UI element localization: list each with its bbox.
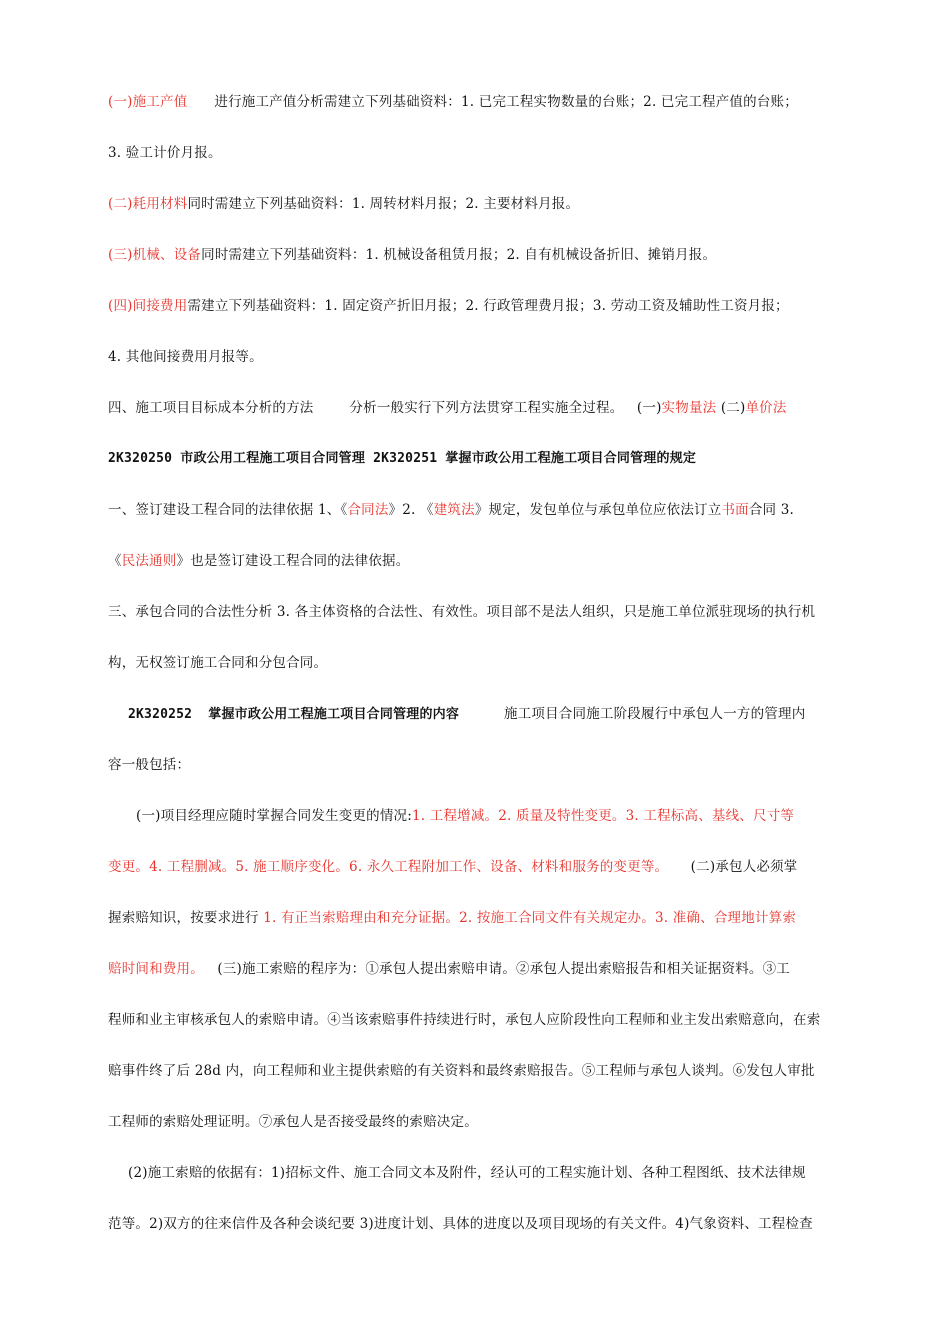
highlighted-text: (三)机械、设备 (108, 247, 202, 263)
body-text: 一、签订建设工程合同的法律依据 1、《 (108, 502, 348, 518)
highlighted-text: (二)耗用材料 (108, 196, 188, 212)
body-text: 施工项目合同施工阶段履行中承包人一方的管理内 (459, 706, 806, 722)
body-text: (二) (716, 400, 746, 416)
highlighted-text: 民法通则 (121, 553, 177, 569)
text-line (108, 449, 696, 469)
body-text: 赔事件终了后 28d 内，向工程师和业主提供索赔的有关资料和最终索赔报告。⑤工程师与承包人谈判。⑥发包人审批 (108, 1063, 815, 1079)
highlighted-text: 1. 工程增减。2. 质量及特性变更。3. 工程标高、基线、尺寸等 (411, 808, 795, 824)
text-line (108, 92, 798, 112)
text-line (108, 194, 579, 214)
text-line (108, 398, 787, 418)
text-line (108, 755, 190, 775)
body-text: 4. 其他间接费用月报等。 (108, 349, 263, 365)
highlighted-text: (一)施工产值 (108, 94, 188, 110)
text-line (108, 857, 798, 877)
highlighted-text: 书面 (721, 502, 749, 518)
body-text: 需建立下列基础资料：1. 固定资产折旧月报；2. 行政管理费月报；3. 劳动工资及辅助性工资月报； (187, 298, 789, 314)
text-line (108, 551, 409, 571)
text-line (108, 347, 263, 367)
text-line (108, 1112, 478, 1132)
highlighted-text: 赔时间和费用。 (108, 961, 204, 977)
text-line (108, 500, 794, 520)
highlighted-text: 实物量法 (661, 400, 717, 416)
body-text: 四、施工项目目标成本分析的方法 分析一般实行下列方法贯穿工程实施全过程。 (一) (108, 400, 662, 416)
body-text: 2K320250 市政公用工程施工项目合同管理 2K320251 掌握市政公用工程施工项目合同管理的规定 (108, 451, 697, 466)
body-text: 程师和业主审核承包人的索赔申请。④当该索赔事件持续进行时，承包人应阶段性向工程师和业主发出索赔意向，在索 (108, 1012, 821, 1028)
body-text: 》2. 《 (388, 502, 434, 518)
text-line (108, 653, 327, 673)
body-text: 2K320252 掌握市政公用工程施工项目合同管理的内容 (128, 707, 460, 722)
highlighted-text: (四)间接费用 (108, 298, 188, 314)
text-line (108, 143, 222, 163)
body-text: 《 (108, 553, 122, 569)
text-line (108, 602, 815, 622)
body-text: 同时需建立下列基础资料：1. 机械设备租赁月报；2. 自有机械设备折旧、摊销月报。 (201, 247, 717, 263)
text-line (108, 959, 790, 979)
highlighted-text: 1. 有正当索赔理由和充分证据。2. 按施工合同文件有关规定办。3. 准确、合理地计算索 (263, 910, 797, 926)
body-text: 三、承包合同的合法性分析 3. 各主体资格的合法性、有效性。项目部不是法人组织，只是施工单位派驻现场的执行机 (108, 604, 816, 620)
text-line (128, 704, 805, 725)
body-text: 容一般包括： (108, 757, 191, 773)
text-line (108, 296, 789, 316)
body-text: 》规定，发包单位与承包单位应依法订立 (474, 502, 722, 518)
text-line (108, 1214, 813, 1234)
highlighted-text: 变更。4. 工程删减。5. 施工顺序变化。6. 永久工程附加工作、设备、材料和服务的变更等。 (108, 859, 669, 875)
body-text: 范等。2)双方的往来信件及各种会谈纪要 3)进度计划、具体的进度以及项目现场的有关文件。4)气象资料、工程检查 (108, 1216, 813, 1232)
body-text: 工程师的索赔处理证明。⑦承包人是否接受最终的索赔决定。 (108, 1114, 478, 1130)
highlighted-text: 单价法 (745, 400, 787, 416)
body-text: (二)承包人必须掌 (668, 859, 798, 875)
highlighted-text: 合同法 (347, 502, 389, 518)
text-line (136, 806, 794, 826)
text-line (108, 908, 796, 928)
text-line (108, 1061, 815, 1081)
body-text: (三)施工索赔的程序为：①承包人提出索赔申请。②承包人提出索赔报告和相关证据资料。③工 (203, 961, 791, 977)
highlighted-text: 建筑法 (433, 502, 475, 518)
body-text: 同时需建立下列基础资料：1. 周转材料月报；2. 主要材料月报。 (187, 196, 580, 212)
body-text: 3. 验工计价月报。 (108, 145, 222, 161)
body-text: 合同 3. (748, 502, 795, 518)
body-text: 进行施工产值分析需建立下列基础资料：1. 已完工程实物数量的台账；2. 已完工程产值的台账； (187, 94, 798, 110)
body-text: (2)施工索赔的依据有：1)招标文件、施工合同文本及附件，经认可的工程实施计划、各种工程图纸、技术法律规 (128, 1165, 806, 1181)
body-text: (一)项目经理应随时掌握合同发生变更的情况: (136, 808, 412, 824)
text-line (108, 245, 716, 265)
body-text: 构，无权签订施工合同和分包合同。 (108, 655, 328, 671)
body-text: 握索赔知识，按要求进行 (108, 910, 264, 926)
body-text: 》也是签订建设工程合同的法律依据。 (176, 553, 410, 569)
text-line (108, 1010, 820, 1030)
text-line (128, 1163, 806, 1183)
